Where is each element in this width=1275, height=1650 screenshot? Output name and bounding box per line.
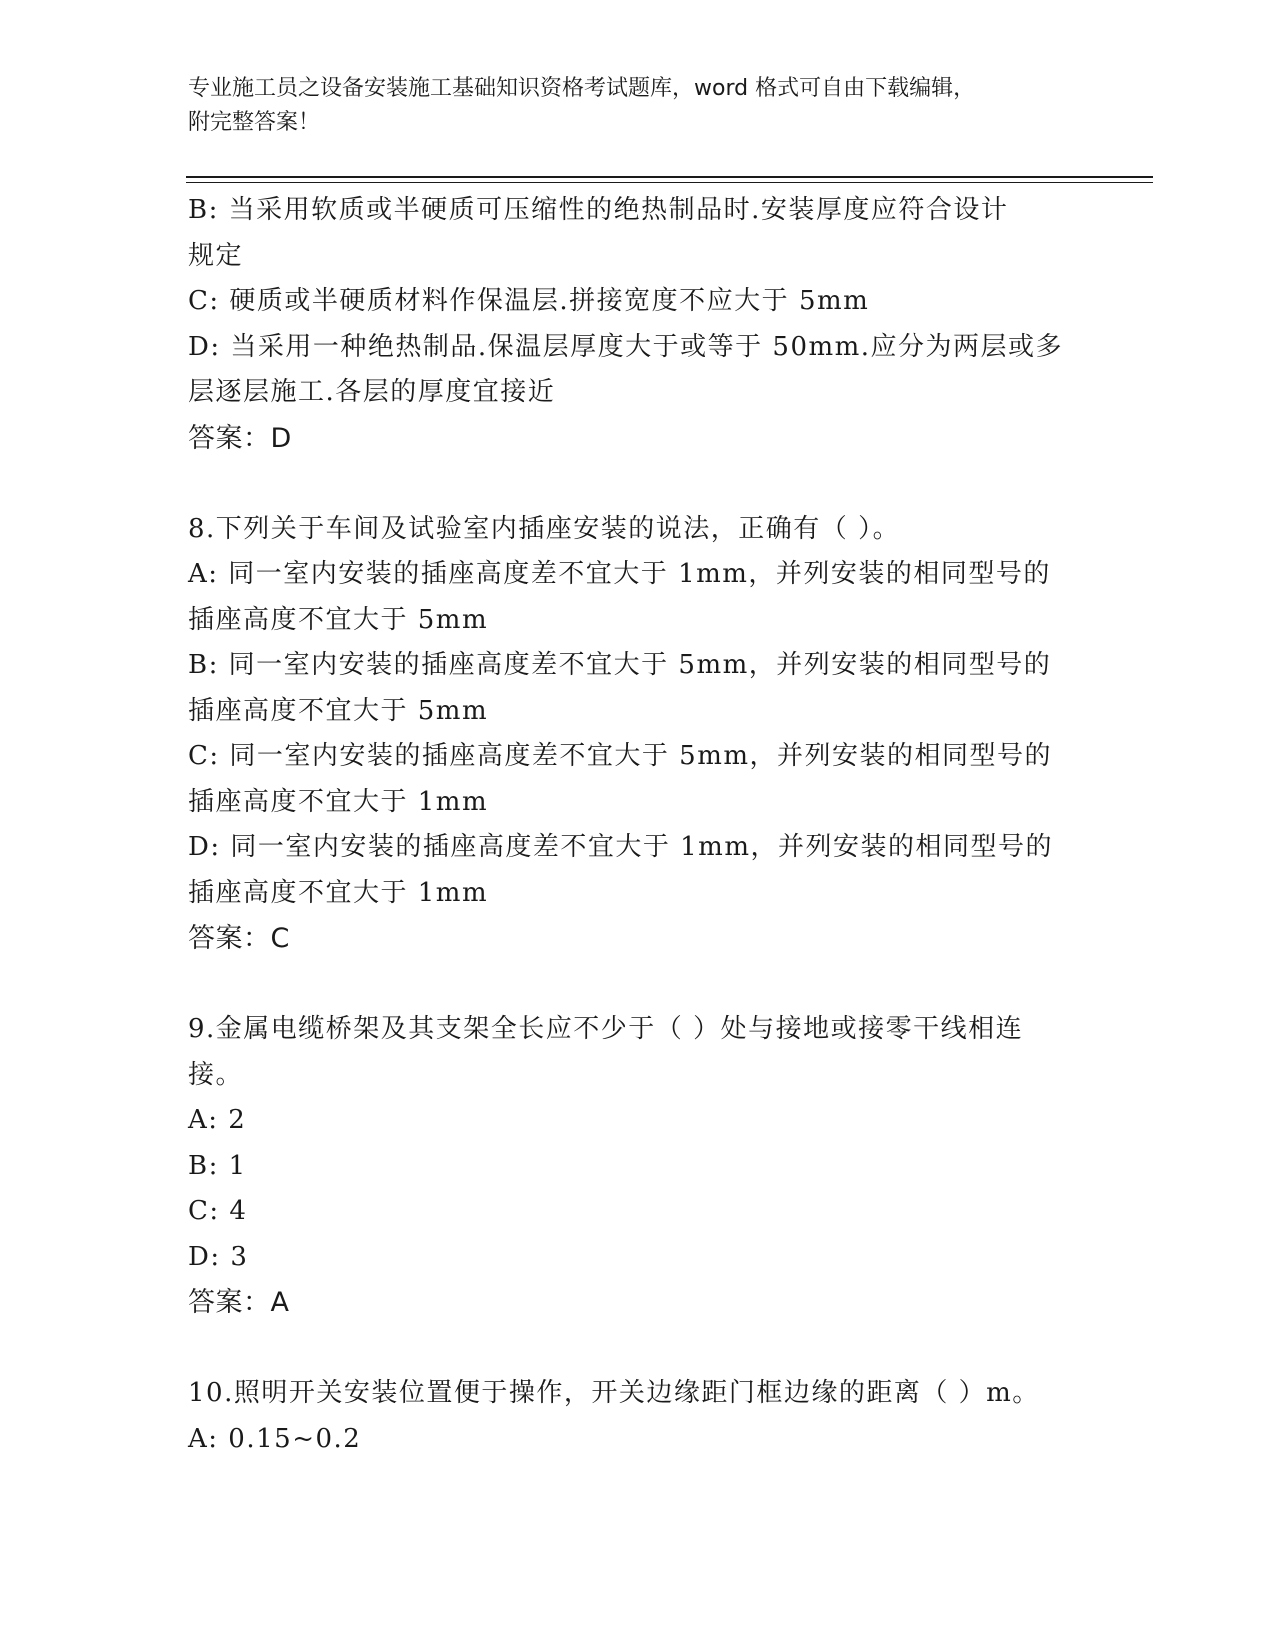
q9-option-b: B: 1 — [188, 1150, 247, 1181]
q7-option-d: D: 当采用一种绝热制品.保温层厚度大于或等于 50mm.应分为两层或多 — [188, 331, 1064, 362]
q8-option-d: D: 同一室内安装的插座高度差不宜大于 1mm，并列安装的相同型号的 — [188, 832, 1053, 862]
q8-option-c: C: 同一室内安装的插座高度差不宜大于 5mm，并列安装的相同型号的 — [188, 741, 1053, 771]
q8-option-a-cont: 插座高度不宜大于 5mm — [188, 604, 489, 635]
q8-option-d-cont: 插座高度不宜大于 1mm — [188, 877, 489, 908]
q9-option-d: D: 3 — [188, 1241, 249, 1272]
q7-option-d-cont: 层逐层施工.各层的厚度宜接近 — [188, 377, 556, 407]
q8-answer: 答案：C — [188, 923, 290, 954]
header-divider-bottom — [186, 182, 1153, 183]
q8-question: 8.下列关于车间及试验室内插座安装的说法，正确有（ ）。 — [188, 513, 901, 544]
header-divider-top — [186, 176, 1153, 178]
question-7-block — [188, 188, 1088, 461]
q7-option-c: C: 硬质或半硬质材料作保温层.拼接宽度不应大于 5mm — [188, 286, 870, 316]
document-header — [188, 72, 1088, 140]
q9-question-cont: 接。 — [188, 1059, 244, 1090]
question-10-block — [188, 1371, 1088, 1462]
question-8-block — [188, 507, 1088, 962]
q7-option-b: B: 当采用软质或半硬质可压缩性的绝热制品时.安装厚度应符合设计 — [188, 195, 1009, 225]
question-content — [188, 188, 1088, 1462]
question-9-block — [188, 1007, 1088, 1326]
header-title-line-2: 附完整答案！ — [188, 110, 321, 135]
q8-option-b: B: 同一室内安装的插座高度差不宜大于 5mm，并列安装的相同型号的 — [188, 650, 1052, 680]
spacer — [188, 962, 1088, 1008]
header-title-line-1: 专业施工员之设备安装施工基础知识资格考试题库，word 格式可自由下载编辑， — [188, 76, 976, 101]
q9-answer: 答案：A — [188, 1287, 290, 1318]
spacer — [188, 461, 1088, 507]
q9-option-c: C: 4 — [188, 1196, 248, 1226]
q8-option-b-cont: 插座高度不宜大于 5mm — [188, 695, 489, 726]
q9-option-a: A: 2 — [188, 1105, 247, 1135]
q9-question: 9.金属电缆桥架及其支架全长应不少于（ ）处与接地或接零干线相连 — [188, 1014, 1024, 1044]
q7-option-b-cont: 规定 — [188, 240, 244, 271]
q8-option-a: A: 同一室内安装的插座高度差不宜大于 1mm，并列安装的相同型号的 — [188, 559, 1051, 589]
spacer — [188, 1326, 1088, 1372]
q8-option-c-cont: 插座高度不宜大于 1mm — [188, 786, 489, 817]
q10-question: 10.照明开关安装位置便于操作，开关边缘距门框边缘的距离（ ）m。 — [188, 1378, 1040, 1408]
q7-answer: 答案：D — [188, 422, 292, 454]
q10-option-a: A: 0.15~0.2 — [188, 1423, 362, 1454]
